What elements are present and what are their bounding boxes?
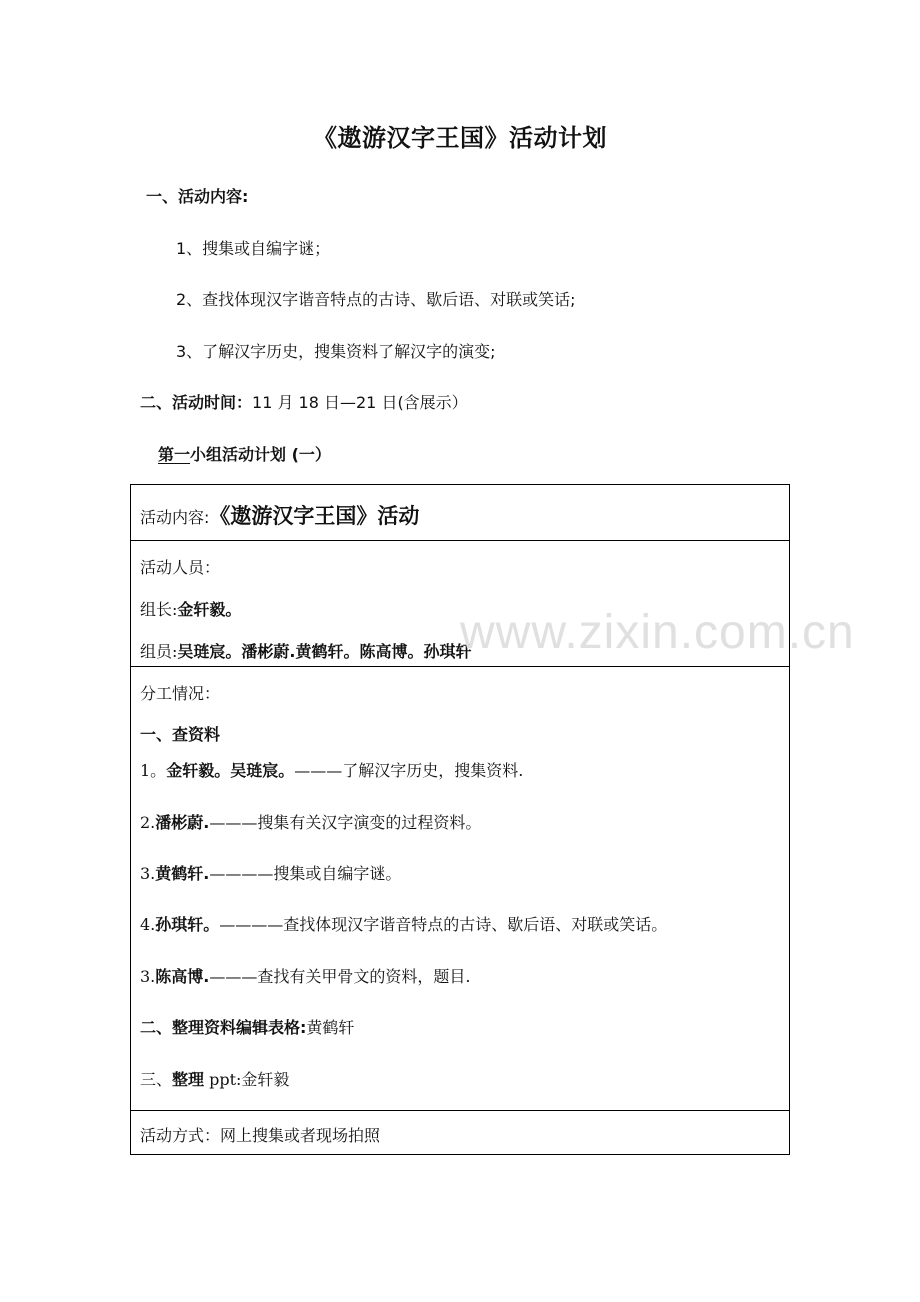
task-number: 4.: [140, 915, 156, 934]
group-plan-heading-prefix: 第一: [158, 445, 191, 464]
group-plan-heading-rest: 小组活动计划 (一）: [190, 445, 331, 464]
content-label: 活动内容:: [140, 508, 210, 527]
table-row-members: [131, 541, 789, 667]
table-row-division: [131, 667, 789, 1111]
task-names: 潘彬蔚.: [155, 813, 210, 832]
division-label: 分工情况：: [140, 684, 221, 703]
leader-value: 金轩毅。: [177, 600, 242, 619]
members-label: 活动人员：: [140, 558, 221, 577]
task-line: [140, 912, 667, 935]
task-names: 黄鹤轩.: [155, 864, 210, 883]
task-line: [140, 758, 523, 781]
task-number: 3.: [140, 967, 156, 986]
task-text: ————搜集或自编字谜。: [209, 864, 402, 883]
method-label: 活动方式：: [140, 1126, 221, 1145]
part2-line: [140, 1015, 354, 1038]
content-value: 《遨游汉字王国》活动: [209, 504, 420, 528]
task-text: ———搜集有关汉字演变的过程资料。: [209, 813, 482, 832]
task-number: 3.: [140, 864, 156, 883]
part2-heading: 二、整理资料编辑表格:: [140, 1018, 307, 1037]
watermark: www.zixin.com.cn: [460, 606, 855, 659]
task-names: 金轩毅。吴琏宸。: [166, 761, 295, 780]
part3-heading: 整理: [172, 1070, 205, 1089]
task-line: [140, 810, 481, 833]
page-title: 《遨游汉字王国》活动计划: [313, 124, 607, 152]
task-names: 孙琪轩。: [155, 915, 220, 934]
table-row-method: [131, 1111, 789, 1154]
content-item-1: 1、搜集或自编字谜；: [176, 239, 331, 258]
method-value: 网上搜集或者现场拍照: [220, 1126, 381, 1145]
table-row-content: [131, 485, 789, 541]
content-item-3: 3、了解汉字历史，搜集资料了解汉字的演变;: [176, 342, 496, 361]
group-plan-heading: [158, 442, 331, 465]
activity-time-value: 11 月 18 日—21 日(含展示）: [252, 393, 468, 412]
activity-time-label: 二、活动时间：: [140, 393, 253, 412]
part3-value: ppt:金轩毅: [204, 1070, 290, 1089]
task-names: 陈高博.: [155, 967, 210, 986]
task-line: [140, 964, 470, 987]
task-text: ————查找体现汉字谐音特点的古诗、歇后语、对联或笑话。: [219, 915, 668, 934]
task-text: ———了解汉字历史，搜集资料.: [294, 761, 524, 780]
task-line: [140, 861, 401, 884]
task-text: ———查找有关甲骨文的资料，题目.: [209, 967, 471, 986]
plan-table: [130, 484, 790, 1155]
part3-line: [140, 1067, 289, 1090]
leader-line: [140, 597, 241, 620]
activity-time: [140, 390, 468, 413]
content-item-2: 2、查找体现汉字谐音特点的古诗、歇后语、对联或笑话;: [176, 290, 576, 309]
part2-value: 黄鹤轩: [306, 1018, 355, 1037]
leader-label: 组长:: [140, 600, 178, 619]
members-list-value: 吴琏宸。潘彬蔚.黄鹤轩。陈高博。孙琪轩: [177, 642, 472, 661]
task-number: 2.: [140, 813, 156, 832]
task-number: 1。: [140, 761, 167, 780]
part1-heading: 一、查资料: [140, 725, 221, 744]
part3-prefix: 三、: [140, 1070, 173, 1089]
section-heading-content: 一、活动内容:: [146, 187, 249, 206]
members-list-label: 组员:: [140, 642, 178, 661]
members-line: [140, 639, 472, 662]
